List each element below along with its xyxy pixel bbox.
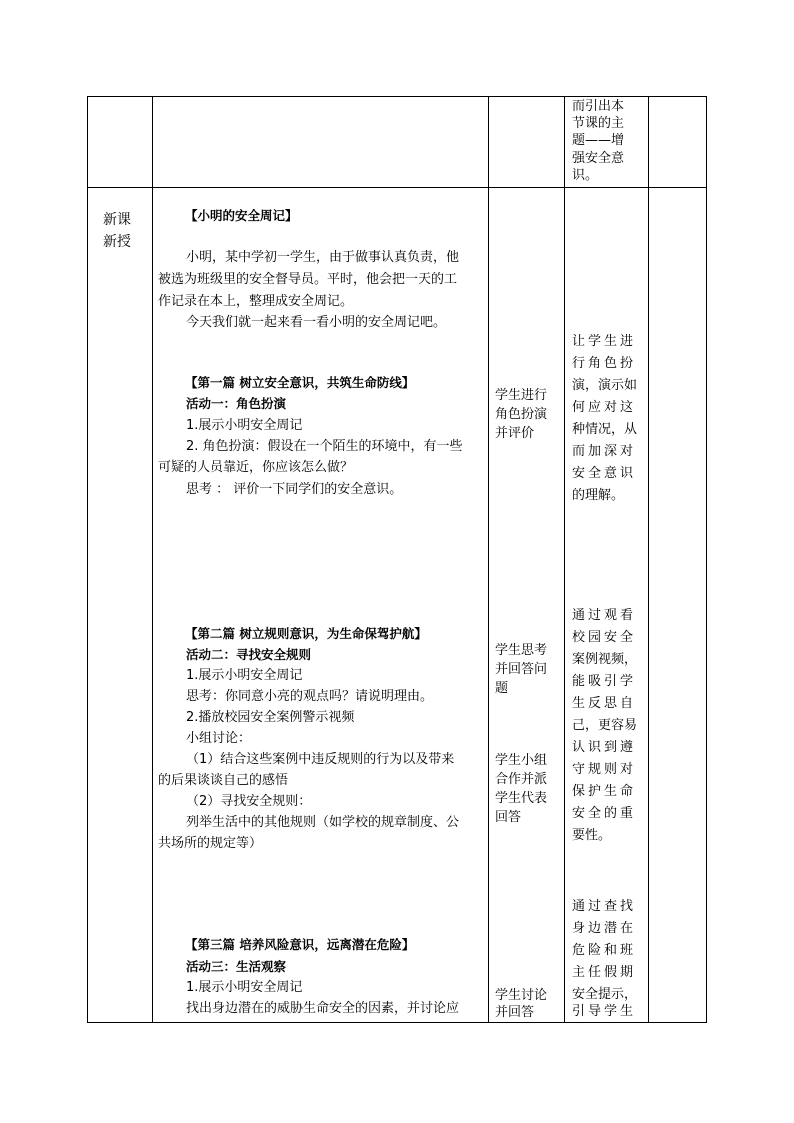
part3-goal: 引导学生	[572, 1004, 637, 1019]
part2-student-activity: 学生思考	[495, 643, 548, 658]
part1-item: 2. 角色扮演：假设在一个陌生的环境中，有一些	[186, 439, 463, 454]
intro-paragraph-line: 作记录在本上，整理成安全周记。	[158, 294, 354, 309]
part3-goal: 主任假期	[572, 965, 637, 980]
goal-line: 识。	[572, 168, 599, 183]
part2-group: 小组讨论：	[186, 731, 252, 746]
part1-goal: 安全意识	[572, 466, 637, 481]
intro-heading: 【小明的安全周记】	[185, 208, 298, 223]
part2-goal: 通过观看	[572, 608, 637, 623]
part2-goal: 能吸引学	[572, 674, 637, 689]
column-divider-3	[564, 96, 565, 1023]
part1-goal: 演，演示如	[572, 378, 638, 393]
part2-student-activity: 并回答问	[495, 662, 548, 677]
goal-line: 题——增	[572, 133, 625, 148]
part1-goal: 让学生进	[572, 334, 637, 349]
part2-goal: 校园安全	[572, 630, 637, 645]
part1-goal: 种情况，从	[572, 422, 638, 437]
part1-student-activity: 角色扮演	[495, 407, 548, 422]
part2-goal: 案例视频，	[572, 652, 638, 667]
part2-student-activity: 回答	[495, 810, 522, 825]
table-right-border	[706, 96, 707, 1023]
part2-heading: 【第二篇 树立规则意识，为生命保驾护航】	[185, 626, 427, 641]
part3-goal: 通过查找	[572, 899, 637, 914]
goal-line: 而引出本	[572, 99, 625, 114]
part2-sub: 的后果谈谈自己的感悟	[158, 773, 289, 788]
section-label: 新授	[103, 234, 131, 250]
part3-heading: 【第三篇 培养风险意识，远离潜在危险】	[185, 937, 415, 952]
part3-goal: 安全提示，	[572, 987, 638, 1002]
part2-activity: 活动二：寻找安全规则	[186, 647, 312, 662]
part3-line: 找出身边潜在的威胁生命安全的因素，并讨论应	[186, 1001, 460, 1016]
part2-goal: 安全的重	[572, 806, 637, 821]
part1-goal: 行角色扮	[572, 356, 637, 371]
part2-student-activity: 合作并派	[495, 772, 548, 787]
part1-activity: 活动一：角色扮演	[186, 396, 287, 411]
part1-think: 思考 ： 评价一下同学们的安全意识。	[186, 482, 403, 497]
part2-list: 共场所的规定等）	[158, 836, 263, 851]
part2-item: 2.播放校园安全案例警示视频	[186, 710, 355, 725]
column-divider-1	[152, 96, 153, 1023]
table-bottom-border	[87, 1022, 707, 1023]
table-left-border	[87, 96, 88, 1023]
part1-student-activity: 并评价	[495, 426, 535, 441]
part3-student-activity: 学生讨论	[495, 988, 548, 1003]
part3-goal: 身边潜在	[572, 921, 637, 936]
part1-goal: 的理解。	[572, 488, 625, 503]
part2-list: 列举生活中的其他规则（如学校的规章制度、公	[186, 815, 460, 830]
section-label: 新课	[103, 212, 131, 228]
part1-item: 可疑的人员靠近，你应该怎么做？	[158, 460, 354, 475]
part2-think: 思考：你同意小亮的观点吗？请说明理由。	[186, 689, 434, 704]
part2-goal: 认识到遵	[572, 740, 637, 755]
part2-student-activity: 学生代表	[495, 791, 548, 806]
row-divider	[87, 187, 707, 188]
part3-item: 1.展示小明安全周记	[186, 980, 303, 995]
part2-student-activity: 学生小组	[495, 753, 548, 768]
intro-paragraph-line: 被选为班级里的安全督导员。平时，他会把一天的工	[158, 272, 458, 287]
part2-goal: 守规则对	[572, 762, 637, 777]
part1-item: 1.展示小明安全周记	[186, 418, 303, 433]
part2-sub: （2）寻找安全规则：	[186, 794, 312, 809]
part2-sub: （1）结合这些案例中违反规则的行为以及带来	[186, 752, 455, 767]
goal-line: 节课的主	[572, 116, 625, 131]
part1-student-activity: 学生进行	[495, 388, 548, 403]
part1-goal: 而加深对	[572, 444, 637, 459]
part2-goal: 要性。	[572, 828, 612, 843]
part2-student-activity: 题	[495, 681, 509, 696]
column-divider-2	[488, 96, 489, 1023]
intro-paragraph-line: 小明，某中学初一学生，由于做事认真负责，他	[186, 250, 460, 265]
part3-goal: 危险和班	[572, 943, 637, 958]
goal-line: 强安全意	[572, 151, 625, 166]
part1-heading: 【第一篇 树立安全意识，共筑生命防线】	[185, 375, 415, 390]
part3-activity: 活动三：生活观察	[186, 959, 287, 974]
part2-goal: 己，更容易	[572, 718, 638, 733]
intro-paragraph: 今天我们就一起来看一看小明的安全周记吧。	[186, 315, 447, 330]
part3-student-activity: 并回答	[495, 1005, 535, 1020]
part2-goal: 生反思自	[572, 696, 637, 711]
part1-goal: 何应对这	[572, 400, 637, 415]
column-divider-4	[648, 96, 649, 1023]
part2-goal: 保护生命	[572, 784, 637, 799]
part2-item: 1.展示小明安全周记	[186, 668, 303, 683]
